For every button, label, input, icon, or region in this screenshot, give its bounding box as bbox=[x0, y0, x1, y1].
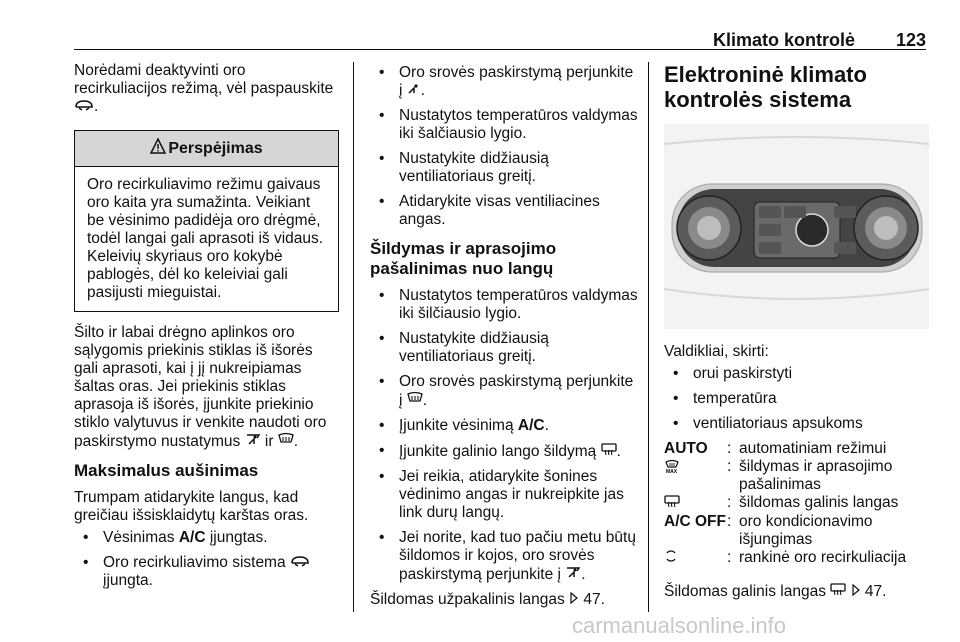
warning-box bbox=[74, 130, 339, 312]
list-item bbox=[370, 373, 638, 410]
rear-window-heat-icon bbox=[664, 494, 727, 513]
list-item bbox=[74, 554, 339, 590]
intro-paragraph bbox=[74, 62, 339, 116]
list-item bbox=[370, 64, 638, 100]
legend-colon: : bbox=[727, 458, 732, 475]
bullet-text: Oro recirkuliavimo sistema bbox=[103, 554, 286, 571]
watermark: carmanualsonline.info bbox=[572, 613, 787, 638]
button-legend bbox=[664, 440, 926, 568]
reference-text: Šildomas galinis langas bbox=[664, 583, 826, 600]
controls-intro: Valdikliai, skirti: bbox=[664, 343, 769, 360]
list-item: • Nustatykite didžiausią ventiliatoriaus greitį. bbox=[370, 150, 638, 186]
legend-desc: rankinė oro recirkuliacija bbox=[739, 549, 907, 566]
max-cool-text: Trumpam atidarykite langus, kad greičiau išsisklaidytų karštas oras. bbox=[74, 489, 309, 524]
list-item: • Jei reikia, atidarykite šonines vėdinimo angas ir nukreipkite jas link durų langų. bbox=[370, 468, 638, 522]
list-item: • orui paskirstyti bbox=[664, 365, 926, 383]
column-left bbox=[74, 62, 339, 597]
bullet-text-end: įjungta. bbox=[103, 572, 153, 589]
climate-panel-image bbox=[664, 124, 929, 329]
legend-desc: oro kondicionavimo išjungimas bbox=[739, 513, 873, 548]
bullet-text: Jei norite, kad tuo pačiu metu būtų šildomos ir kojos, oro srovės paskirstymą perjunkite į bbox=[399, 529, 636, 583]
list-item bbox=[370, 529, 638, 584]
windshield-defrost-icon bbox=[278, 432, 294, 451]
max-cool-list bbox=[74, 529, 339, 590]
list-item bbox=[74, 529, 339, 547]
page-reference-link[interactable]: 47. bbox=[583, 591, 605, 608]
ac-label: A/C bbox=[517, 417, 545, 434]
column-divider bbox=[648, 62, 649, 612]
max-cool-heading: Maksimalus aušinimas bbox=[74, 461, 259, 480]
rear-window-heat-icon bbox=[601, 442, 617, 461]
rear-window-reference bbox=[664, 582, 926, 601]
legend-colon: : bbox=[727, 494, 732, 511]
heating-steps-list bbox=[370, 287, 638, 584]
bullet-end: . bbox=[422, 392, 428, 409]
legend-colon: : bbox=[727, 513, 732, 530]
list-item bbox=[370, 417, 638, 435]
rear-window-heat-icon bbox=[830, 582, 846, 601]
header-rule bbox=[74, 49, 926, 50]
ac-label: A/C bbox=[178, 529, 206, 546]
legend-colon: : bbox=[727, 440, 732, 457]
max-defrost-icon bbox=[664, 458, 727, 494]
bullet-end: . bbox=[420, 82, 426, 99]
page-reference-link[interactable]: 47. bbox=[864, 583, 887, 600]
fog-text: Šilto ir labai drėgno aplinkos oro sąlygomis priekinis stiklas iš išorės gali aprasoti, kai į jį nukreipiamas šaltas oras. Jei priekinis stiklas aprasoja iš išorės, įjunkite priekinio stiklo valytuvus ir venkite naudoti oro paskirstymo nustatymus bbox=[74, 324, 327, 450]
warning-icon bbox=[150, 138, 166, 159]
recirculation-icon bbox=[290, 554, 310, 572]
list-item: • ventiliatoriaus apsukoms bbox=[664, 415, 926, 433]
legend-key-auto: AUTO bbox=[664, 440, 708, 457]
list-item: • Nustatytos temperatūros valdymas iki šilčiausio lygio. bbox=[370, 287, 638, 323]
bullet-text: Vėsinimas bbox=[103, 529, 175, 546]
page-reference-icon bbox=[569, 591, 579, 609]
page-number: 123 bbox=[895, 30, 926, 50]
column-middle bbox=[370, 62, 638, 609]
bullet-text: Oro srovės paskirstymą perjunkite į bbox=[399, 64, 634, 99]
recirculation-icon bbox=[74, 98, 94, 116]
bullet-text-end: įjungtas. bbox=[209, 529, 268, 546]
feet-windshield-airflow-icon bbox=[565, 565, 581, 584]
fog-end: . bbox=[293, 433, 299, 450]
section-heading: Elektroninė klimato kontrolės sistema bbox=[664, 62, 867, 112]
fog-paragraph bbox=[74, 324, 339, 451]
bullet-end: . bbox=[581, 566, 586, 583]
page-header bbox=[0, 0, 960, 50]
legend-desc: automatiniam režimui bbox=[739, 440, 887, 457]
bullet-text: Įjunkite vėsinimą bbox=[399, 417, 514, 434]
list-item: • Atidarykite visas ventiliacines angas. bbox=[370, 193, 638, 229]
legend-desc: šildymas ir aprasojimo pašalinimas bbox=[739, 458, 893, 493]
warning-text: Oro recirkuliavimo režimu gaivaus oro kaita yra sumažinta. Veikiant be vėsinimo padidėja oro drėgmė, todėl langai gali aprasoti iš vidaus. Keleivių skyriaus oro kokybė pablogės, dėl ko keleiviai gali pasijusti mieguistai. bbox=[87, 176, 324, 301]
column-divider bbox=[353, 62, 354, 612]
cool-steps-list bbox=[370, 64, 638, 229]
bullet-end: . bbox=[616, 443, 621, 460]
bullet-end: . bbox=[544, 417, 549, 434]
heating-heading: Šildymas ir aprasojimo pašalinimas nuo langų bbox=[370, 239, 557, 278]
manual-recirc-icon bbox=[664, 549, 727, 568]
feet-windshield-airflow-icon bbox=[245, 432, 261, 451]
warning-title: Perspėjimas bbox=[168, 139, 263, 157]
list-item: • temperatūra bbox=[664, 390, 926, 408]
intro-end: . bbox=[94, 98, 99, 115]
intro-text: Norėdami deaktyvinti oro recirkuliacijos režimą, vėl paspauskite bbox=[74, 62, 334, 97]
list-item bbox=[370, 442, 638, 461]
reference-text: Šildomas užpakalinis langas bbox=[370, 591, 565, 608]
list-item: • Nustatykite didžiausią ventiliatoriaus greitį. bbox=[370, 330, 638, 366]
warning-header bbox=[75, 131, 338, 167]
svg-text:MAX: MAX bbox=[666, 469, 678, 474]
list-item: • Nustatytos temperatūros valdymas iki šalčiausio lygio. bbox=[370, 107, 638, 143]
bullet-text: Oro srovės paskirstymą perjunkite į bbox=[399, 373, 634, 409]
feet-airflow-icon bbox=[407, 82, 421, 100]
section-title: Klimato kontrolė bbox=[712, 30, 855, 50]
legend-desc: šildomas galinis langas bbox=[739, 494, 899, 511]
fog-and: ir bbox=[264, 433, 274, 450]
windshield-defrost-icon bbox=[407, 391, 423, 410]
page-reference-icon bbox=[851, 583, 861, 601]
legend-colon: : bbox=[727, 549, 732, 566]
bullet-text: Įjunkite galinio lango šildymą bbox=[399, 443, 597, 460]
legend-key-ac-off: A/C OFF bbox=[664, 513, 726, 530]
column-right bbox=[664, 62, 926, 601]
rear-window-reference bbox=[370, 591, 638, 609]
controls-list bbox=[664, 365, 926, 433]
